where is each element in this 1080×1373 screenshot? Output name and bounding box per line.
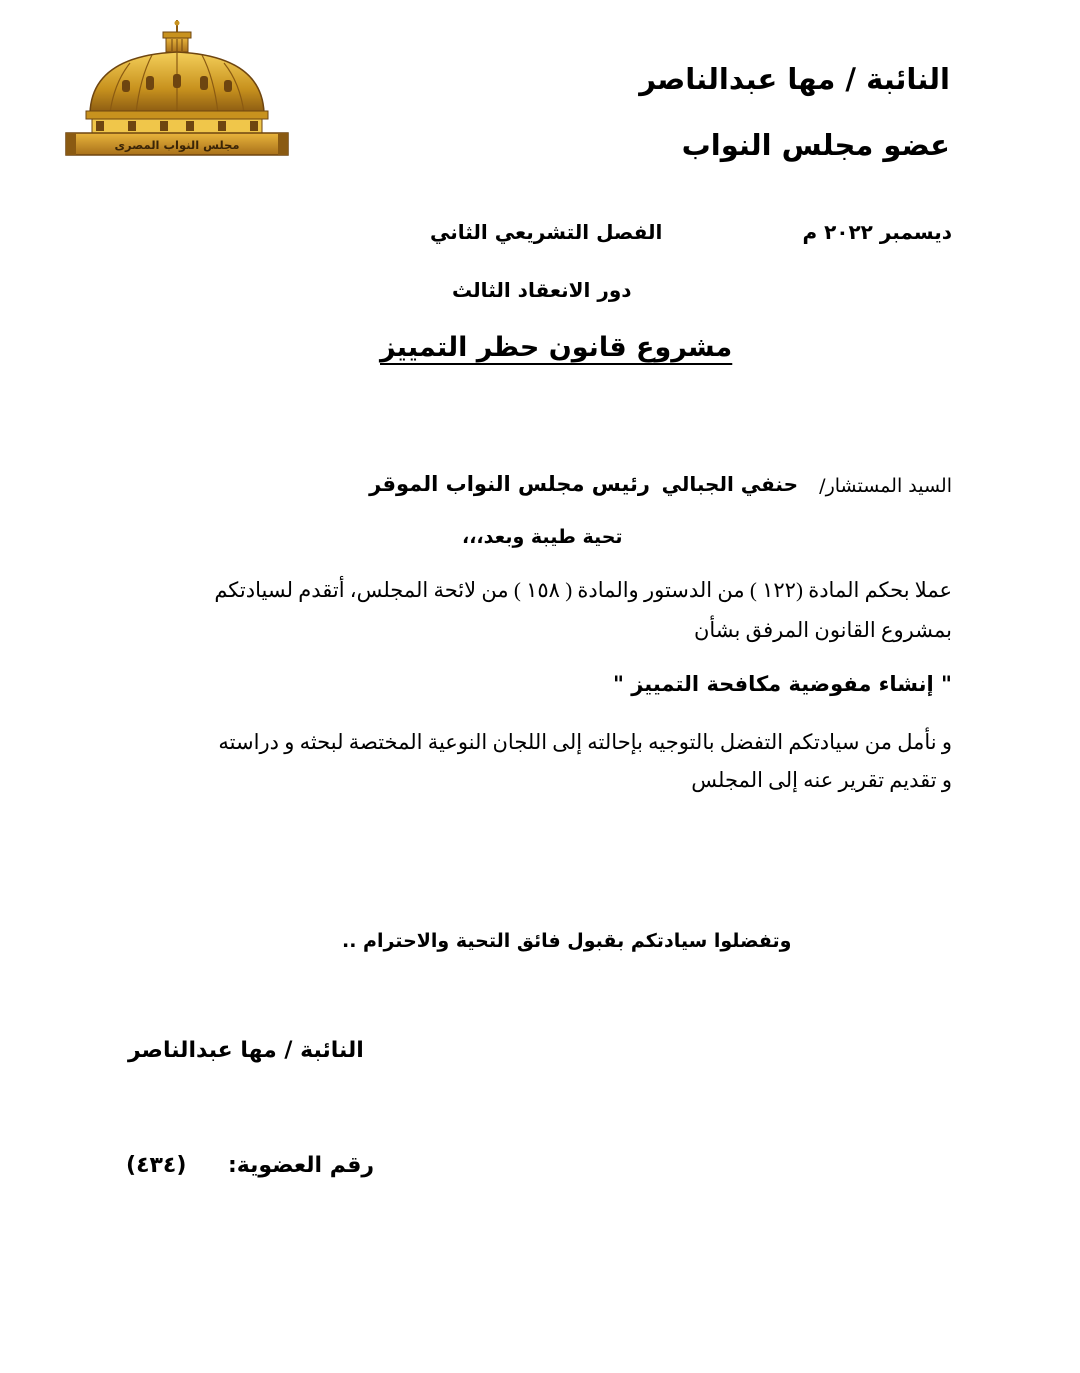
membership-label: رقم العضوية: (228, 1153, 375, 1178)
body-line-1: عملا بحكم المادة (١٢٢ ) من الدستور والمادة ( ١٥٨ ) من لائحة المجلس، أتقدم لسيادتكم (214, 578, 952, 602)
logo-caption: مجلس النواب المصرى (114, 138, 240, 152)
addressee-title: رئيس مجلس النواب الموقر (369, 472, 650, 496)
document-title: مشروع قانون حظر التمييز (380, 332, 733, 363)
closing-line: وتفضلوا سيادتكم بقبول فائق التحية والاحترام .. (342, 930, 792, 952)
addressee-name: حنفي الجبالي (661, 472, 798, 496)
greeting: تحية طيبة وبعد،،، (462, 526, 623, 548)
signature: النائبة / مها عبدالناصر (128, 1038, 364, 1063)
bill-subject: " إنشاء مفوضية مكافحة التمييز " (612, 672, 952, 696)
session-label: دور الانعقاد الثالث (452, 278, 632, 302)
body-line-2: بمشروع القانون المرفق بشأن (693, 618, 952, 642)
sender-role: عضو مجلس النواب (681, 128, 950, 162)
body-line-4: و تقديم تقرير عنه إلى المجلس (691, 768, 952, 792)
membership-number: (٤٣٤) (126, 1153, 187, 1178)
legislative-term: الفصل التشريعي الثاني (430, 220, 663, 244)
letter-date: ديسمبر ٢٠٢٢ م (802, 220, 952, 244)
sender-name: النائبة / مها عبدالناصر (639, 62, 950, 96)
parliament-logo (62, 18, 292, 163)
addressee-label: السيد المستشار/ (819, 475, 952, 497)
body-line-3: و نأمل من سيادتكم التفضل بالتوجيه بإحالته إلى اللجان النوعية المختصة لبحثه و دراسته (218, 730, 952, 754)
